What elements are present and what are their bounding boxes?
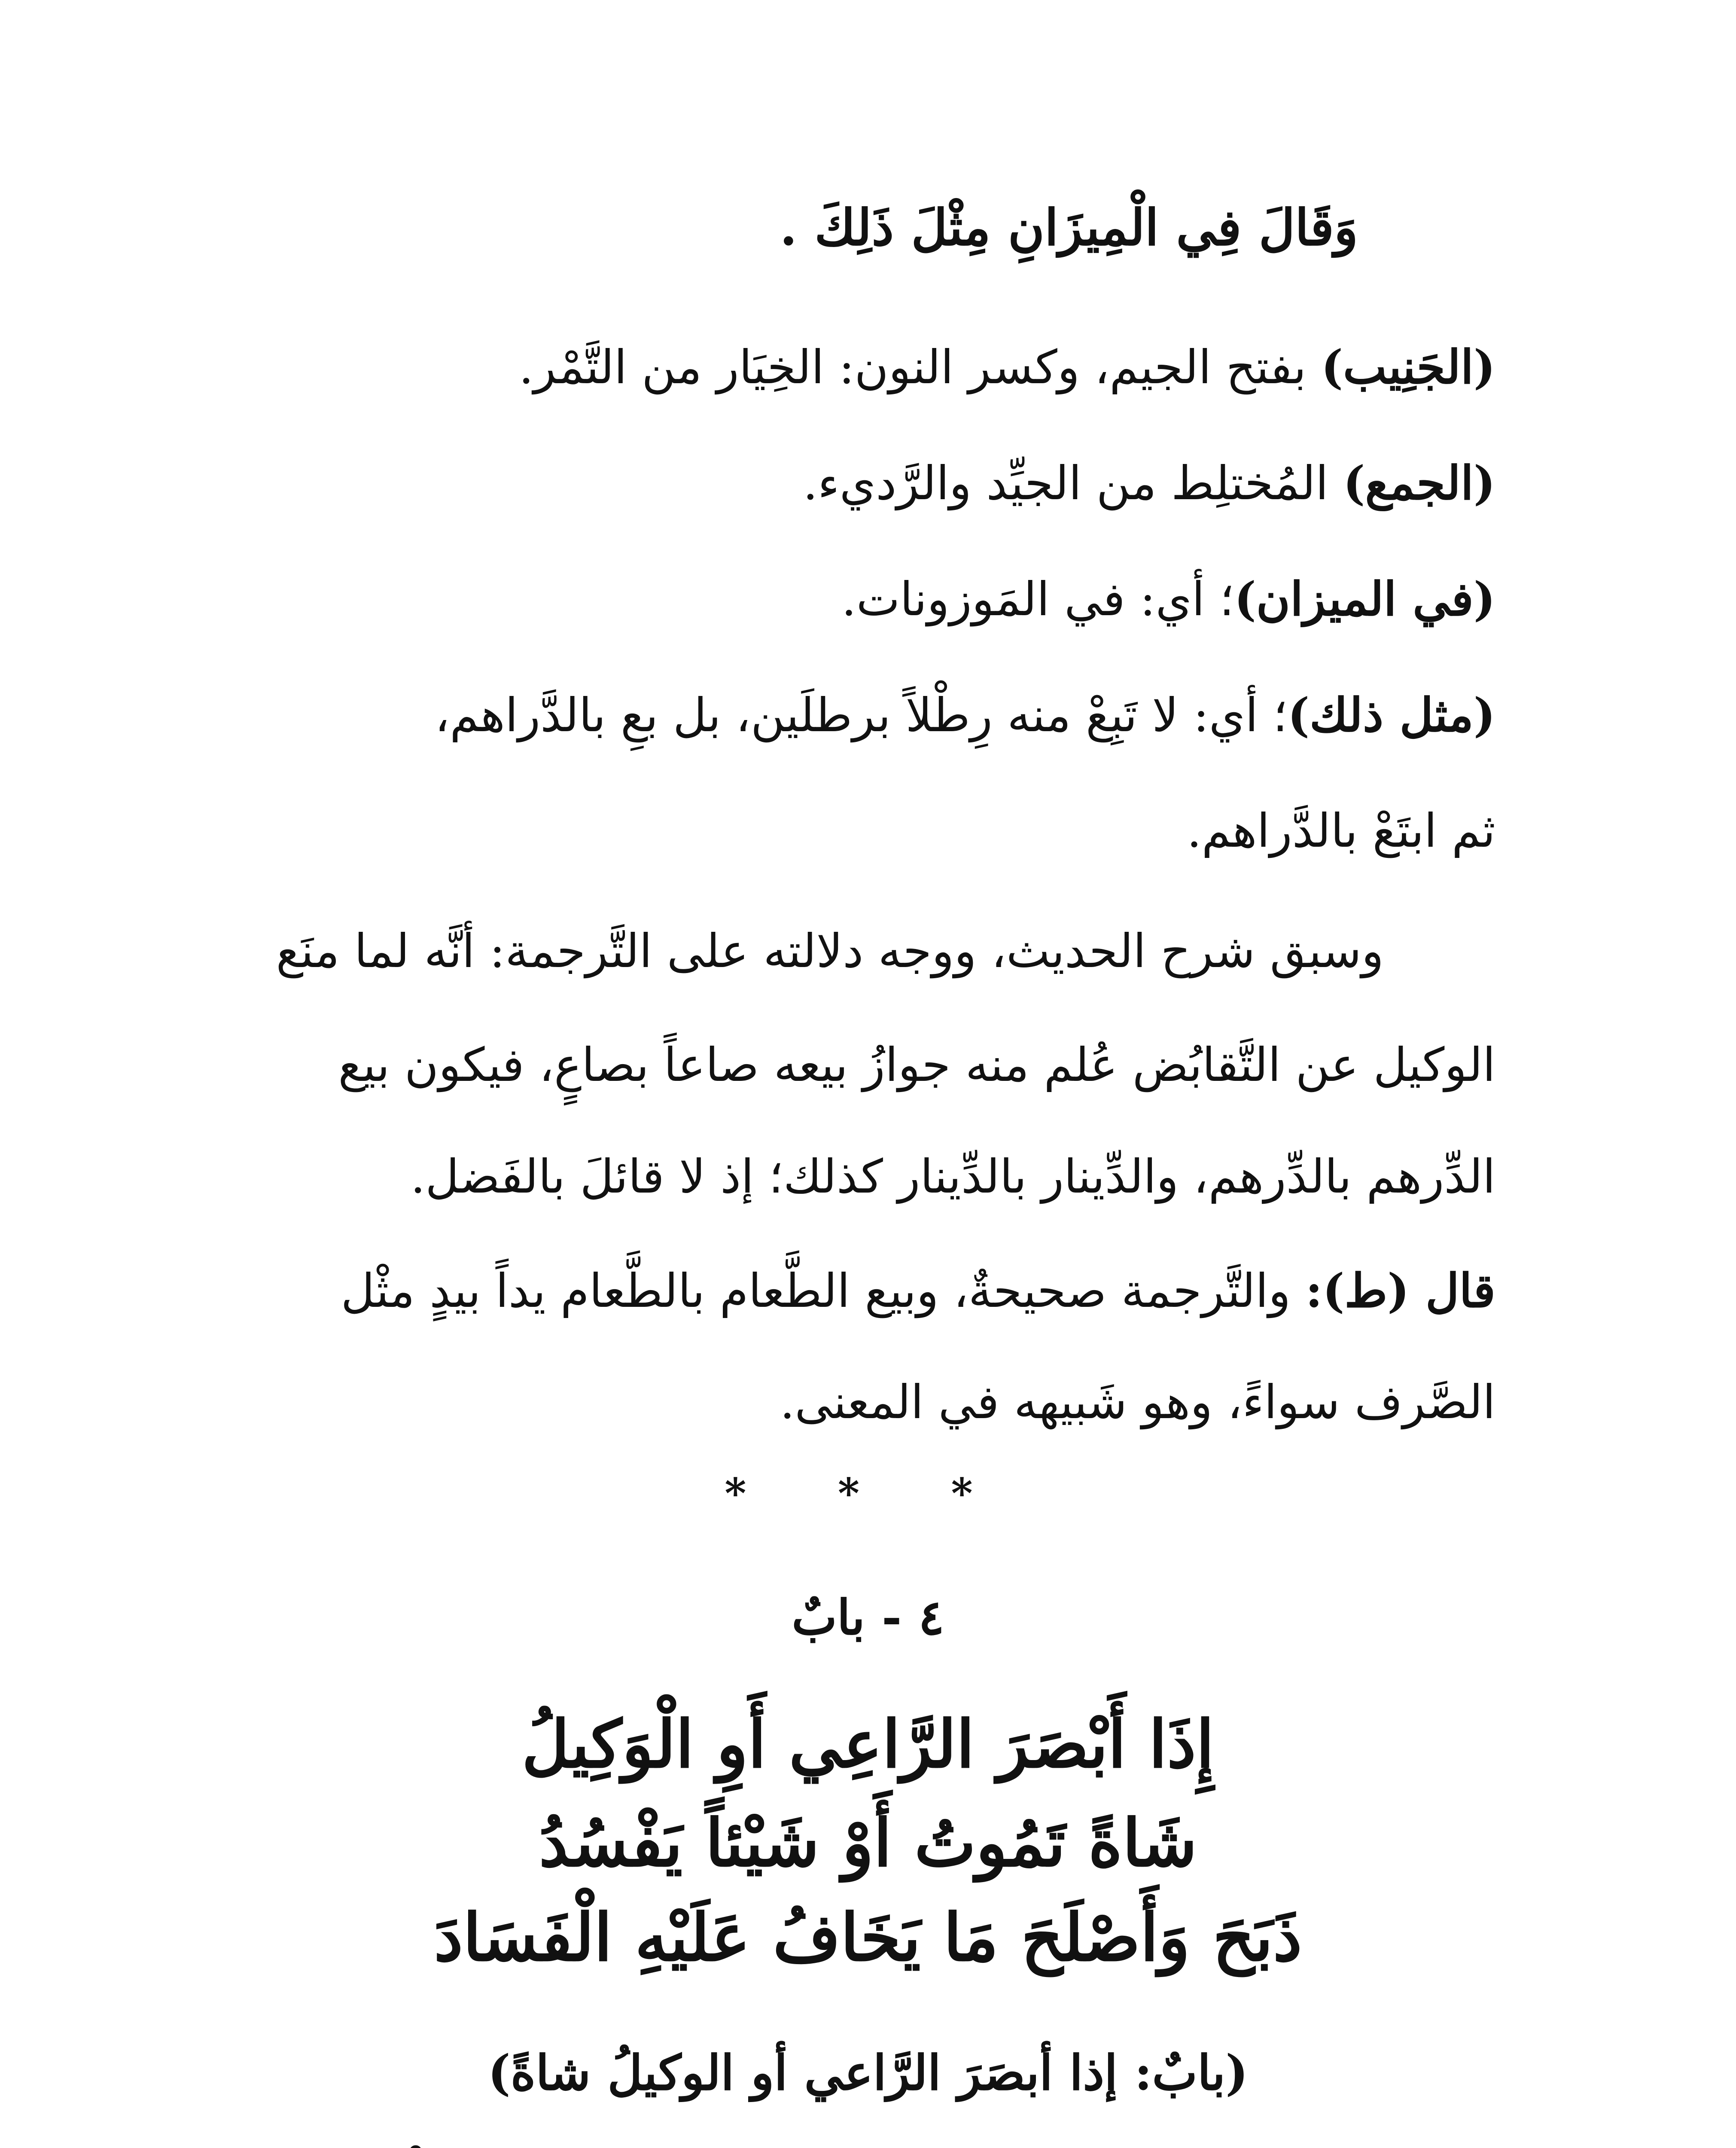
- section-separator: * * *: [725, 1469, 1011, 1518]
- gloss-mizan: [224, 567, 1495, 632]
- chapter-number: ٤ - بابٌ: [792, 1590, 944, 1646]
- chapter-title-line: إِذَا أَبْصَرَ الرَّاعِي أَوِ الْوَكِيلُ: [521, 1706, 1215, 1782]
- paragraph-line: الصَّرف سواءً، وهو شَبيهه في المعنى.: [780, 1376, 1495, 1429]
- gloss-janib: [224, 335, 1495, 400]
- chapter-title-line: ذَبَحَ وَأَصْلَحَ مَا يَخَافُ عَلَيْهِ الْفَسَادَ: [434, 1899, 1302, 1976]
- chapter-title-line: شَاةً تَمُوتُ أَوْ شَيْئاً يَفْسُدُ: [539, 1804, 1197, 1881]
- gloss-term: (مثل ذلك): [1287, 688, 1495, 742]
- gloss-mithl-continued: ثم ابتَعْ بالدَّراهم.: [1187, 804, 1495, 858]
- paragraph-line: وسبق شرح الحديث، ووجه دلالته على التَّرجمة: أنَّه لما منَع: [276, 924, 1384, 978]
- quran-phrase: وَقَالَ فِي الْمِيزَانِ مِثْلَ ذَلِكَ .: [780, 198, 1358, 257]
- chapter-subtitle: (بابٌ: إذا أبصَرَ الرَّاعي أو الوكيلُ شاةً): [487, 2045, 1249, 2101]
- gloss-jam: [224, 451, 1495, 516]
- gloss-text: المُختلِط من الجيِّد والرَّديء.: [803, 457, 1343, 510]
- gloss-text: ؛ أي: لا تَبِعْ منه رِطْلاً برطلَين، بل بعِ بالدَّراهم،: [435, 689, 1288, 742]
- quote-text: والتَّرجمة صحيحةٌ، وبيع الطَّعام بالطَّعام يداً بيدٍ مثْل: [341, 1264, 1306, 1318]
- gloss-term: (الجَنِيب): [1321, 340, 1495, 394]
- gloss-term: (الجمع): [1343, 456, 1495, 510]
- paragraph-line: الدِّرهم بالدِّرهم، والدِّينار بالدِّينار كذلك؛ إذ لا قائلَ بالفَضل.: [410, 1150, 1495, 1204]
- gloss-mithl: [224, 683, 1495, 748]
- gloss-text: ؛ أي: في المَوزونات.: [841, 573, 1234, 626]
- gloss-text: بفتح الجيم، وكسر النون: الخِيَار من التَّمْر.: [518, 341, 1321, 394]
- paragraph-line: [224, 1259, 1495, 1324]
- paragraph-line: الوكيل عن التَّقابُض عُلم منه جوازُ بيعه صاعاً بصاعٍ، فيكون بيع: [338, 1038, 1495, 1092]
- quote-lead: قال (ط):: [1305, 1264, 1495, 1318]
- gloss-term: (في الميزان): [1234, 572, 1495, 626]
